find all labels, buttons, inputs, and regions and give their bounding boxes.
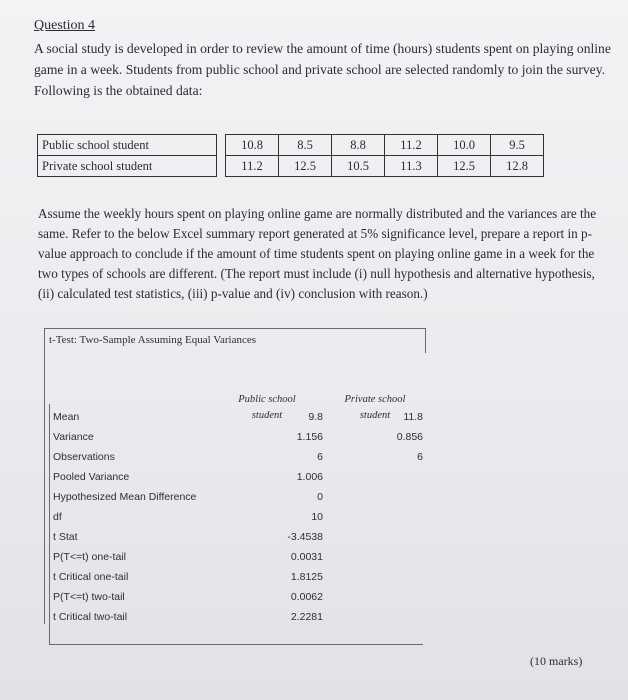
row-label: Private school student bbox=[38, 156, 217, 177]
table-cell: 12.5 bbox=[279, 156, 332, 177]
table-row bbox=[53, 568, 423, 586]
table-row bbox=[53, 408, 423, 426]
row-label: Public school student bbox=[38, 135, 217, 156]
excel-title: t-Test: Two-Sample Assuming Equal Variances bbox=[49, 334, 257, 346]
stat-label: Hypothesized Mean Difference bbox=[53, 491, 197, 503]
table-cell: 12.5 bbox=[438, 156, 491, 177]
stat-value-public: 10 bbox=[311, 511, 323, 523]
table-cell: 11.2 bbox=[385, 135, 438, 156]
table-cell: 8.8 bbox=[332, 135, 385, 156]
stat-value-public: 9.8 bbox=[308, 411, 323, 423]
question-task: Assume the weekly hours spent on playing online game are normally distributed and the variances are the same. Refer to the below Excel summary report generated at 5% significance level, prepare a report in p-value approach to conclude if the amount of time students spent on playing online game in a week for the two types of schools are different. (The report must include (i) null hypothesis and alternative hypothesis, (ii) calculated test statistics, (iii) p-value and (iv) conclusion with reason.) bbox=[38, 206, 597, 301]
question-intro: A social study is developed in order to review the amount of time (hours) students spent on playing online game in a week. Students from public school and private school are selected randomly to join the survey. Following is the obtained data: bbox=[34, 41, 611, 98]
table-row bbox=[38, 135, 544, 156]
stat-label: t Critical two-tail bbox=[53, 611, 128, 623]
table-cell: 10.0 bbox=[438, 135, 491, 156]
stat-label: P(T<=t) two-tail bbox=[53, 591, 125, 603]
table-cell: 12.8 bbox=[491, 156, 544, 177]
stat-value-public: 0.0031 bbox=[290, 551, 323, 563]
stat-value-public: 1.156 bbox=[296, 431, 323, 443]
excel-summary-report bbox=[44, 328, 424, 624]
table-cell: 10.5 bbox=[332, 156, 385, 177]
survey-data-table bbox=[37, 134, 544, 177]
stat-value-private: 6 bbox=[417, 451, 423, 463]
table-row bbox=[53, 428, 423, 446]
table-cell: 11.3 bbox=[385, 156, 438, 177]
marks-label: (10 marks) bbox=[530, 654, 583, 668]
stat-value-public: 0.0062 bbox=[290, 591, 323, 603]
table-row bbox=[53, 528, 423, 546]
table-cell: 10.8 bbox=[226, 135, 279, 156]
table-cell: 8.5 bbox=[279, 135, 332, 156]
stat-label: Variance bbox=[53, 431, 94, 443]
stat-label: df bbox=[53, 511, 62, 523]
table-row bbox=[53, 588, 423, 606]
stat-label: Pooled Variance bbox=[53, 471, 130, 483]
table-row bbox=[38, 156, 544, 177]
table-row bbox=[53, 468, 423, 486]
table-row bbox=[53, 608, 423, 626]
stat-value-public: 1.8125 bbox=[290, 571, 323, 583]
stat-value-public: 2.2281 bbox=[290, 611, 323, 623]
stat-value-public: -3.4538 bbox=[287, 531, 323, 543]
stat-value-public: 6 bbox=[317, 451, 323, 463]
table-cell: 9.5 bbox=[491, 135, 544, 156]
stat-label: Mean bbox=[53, 411, 80, 423]
table-row bbox=[53, 488, 423, 506]
stat-label: Observations bbox=[53, 451, 115, 463]
stat-value-private: 0.856 bbox=[396, 431, 423, 443]
table-row bbox=[53, 548, 423, 566]
question-title: Question 4 bbox=[34, 18, 96, 33]
stat-value-private: 11.8 bbox=[403, 411, 423, 423]
column-header-public: Public school student bbox=[238, 394, 296, 421]
table-cell: 11.2 bbox=[226, 156, 279, 177]
stat-label: P(T<=t) one-tail bbox=[53, 551, 126, 563]
stat-value-public: 1.006 bbox=[296, 471, 323, 483]
stat-value-public: 0 bbox=[317, 491, 323, 503]
table-row bbox=[53, 508, 423, 526]
stat-label: t Stat bbox=[53, 531, 78, 543]
table-row bbox=[53, 448, 423, 466]
column-header-private: Private school student bbox=[344, 394, 406, 421]
stat-label: t Critical one-tail bbox=[53, 571, 129, 583]
